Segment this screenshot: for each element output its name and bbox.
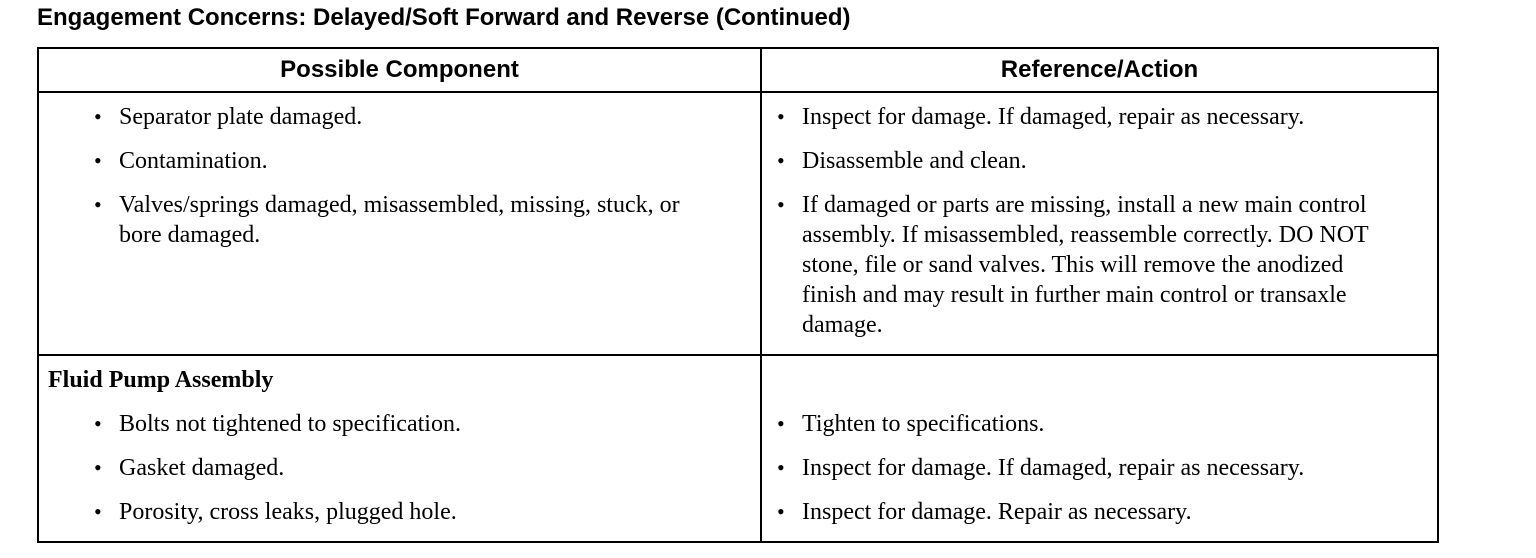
component-text: Contamination. [119, 148, 268, 174]
action-list [762, 409, 1437, 527]
diagnosis-table [37, 47, 1439, 543]
bullet-icon: • [94, 148, 102, 173]
component-text: Separator plate damaged. [119, 104, 363, 130]
list-item [762, 409, 1437, 439]
table-row [38, 92, 1438, 355]
action-list [762, 93, 1437, 340]
component-cell [38, 92, 761, 355]
bullet-icon: • [94, 499, 102, 524]
bullet-icon: • [777, 104, 785, 129]
list-item [39, 146, 760, 176]
component-text: Bolts not tightened to specification. [119, 411, 461, 437]
page-title: Engagement Concerns: Delayed/Soft Forward and Reverse (Continued) [37, 4, 851, 31]
list-item [39, 102, 760, 132]
list-item [762, 453, 1437, 483]
action-text: If damaged or parts are missing, install a new main control assembly. If misassembled, reassemble correctly. DO NOT stone, file or sand valves. This will remove the anodized finish and may result in further main control or transaxle damage. [802, 192, 1369, 338]
component-text: Porosity, cross leaks, plugged hole. [119, 499, 457, 525]
list-item [39, 497, 760, 527]
action-text: Inspect for damage. Repair as necessary. [802, 499, 1192, 525]
list-item [39, 453, 760, 483]
bullet-icon: • [777, 499, 785, 524]
list-item [762, 190, 1437, 340]
bullet-icon: • [94, 192, 102, 217]
component-cell [38, 355, 761, 542]
list-item [762, 146, 1437, 176]
header-reference-action: Reference/Action [761, 48, 1438, 92]
bullet-icon: • [94, 411, 102, 436]
component-text: Valves/springs damaged, misassembled, missing, stuck, or bore damaged. [119, 192, 680, 248]
bullet-icon: • [777, 148, 785, 173]
action-text: Disassemble and clean. [802, 148, 1027, 174]
list-item [39, 190, 760, 250]
action-text: Inspect for damage. If damaged, repair as necessary. [802, 104, 1305, 130]
bullet-icon: • [777, 455, 785, 480]
table-row [38, 355, 1438, 542]
action-cell [761, 92, 1438, 355]
component-list [39, 409, 760, 527]
action-cell [761, 355, 1438, 542]
bullet-icon: • [94, 455, 102, 480]
bullet-icon: • [777, 411, 785, 436]
component-list [39, 93, 760, 250]
section-heading: Fluid Pump Assembly [48, 367, 274, 393]
component-text: Gasket damaged. [119, 455, 285, 481]
table-header-row [38, 48, 1438, 92]
bullet-icon: • [94, 104, 102, 129]
action-text: Tighten to specifications. [802, 411, 1045, 437]
bullet-icon: • [777, 192, 785, 217]
header-possible-component: Possible Component [38, 48, 761, 92]
list-item [762, 497, 1437, 527]
action-text: Inspect for damage. If damaged, repair as necessary. [802, 455, 1305, 481]
list-item [39, 409, 760, 439]
list-item [762, 102, 1437, 132]
